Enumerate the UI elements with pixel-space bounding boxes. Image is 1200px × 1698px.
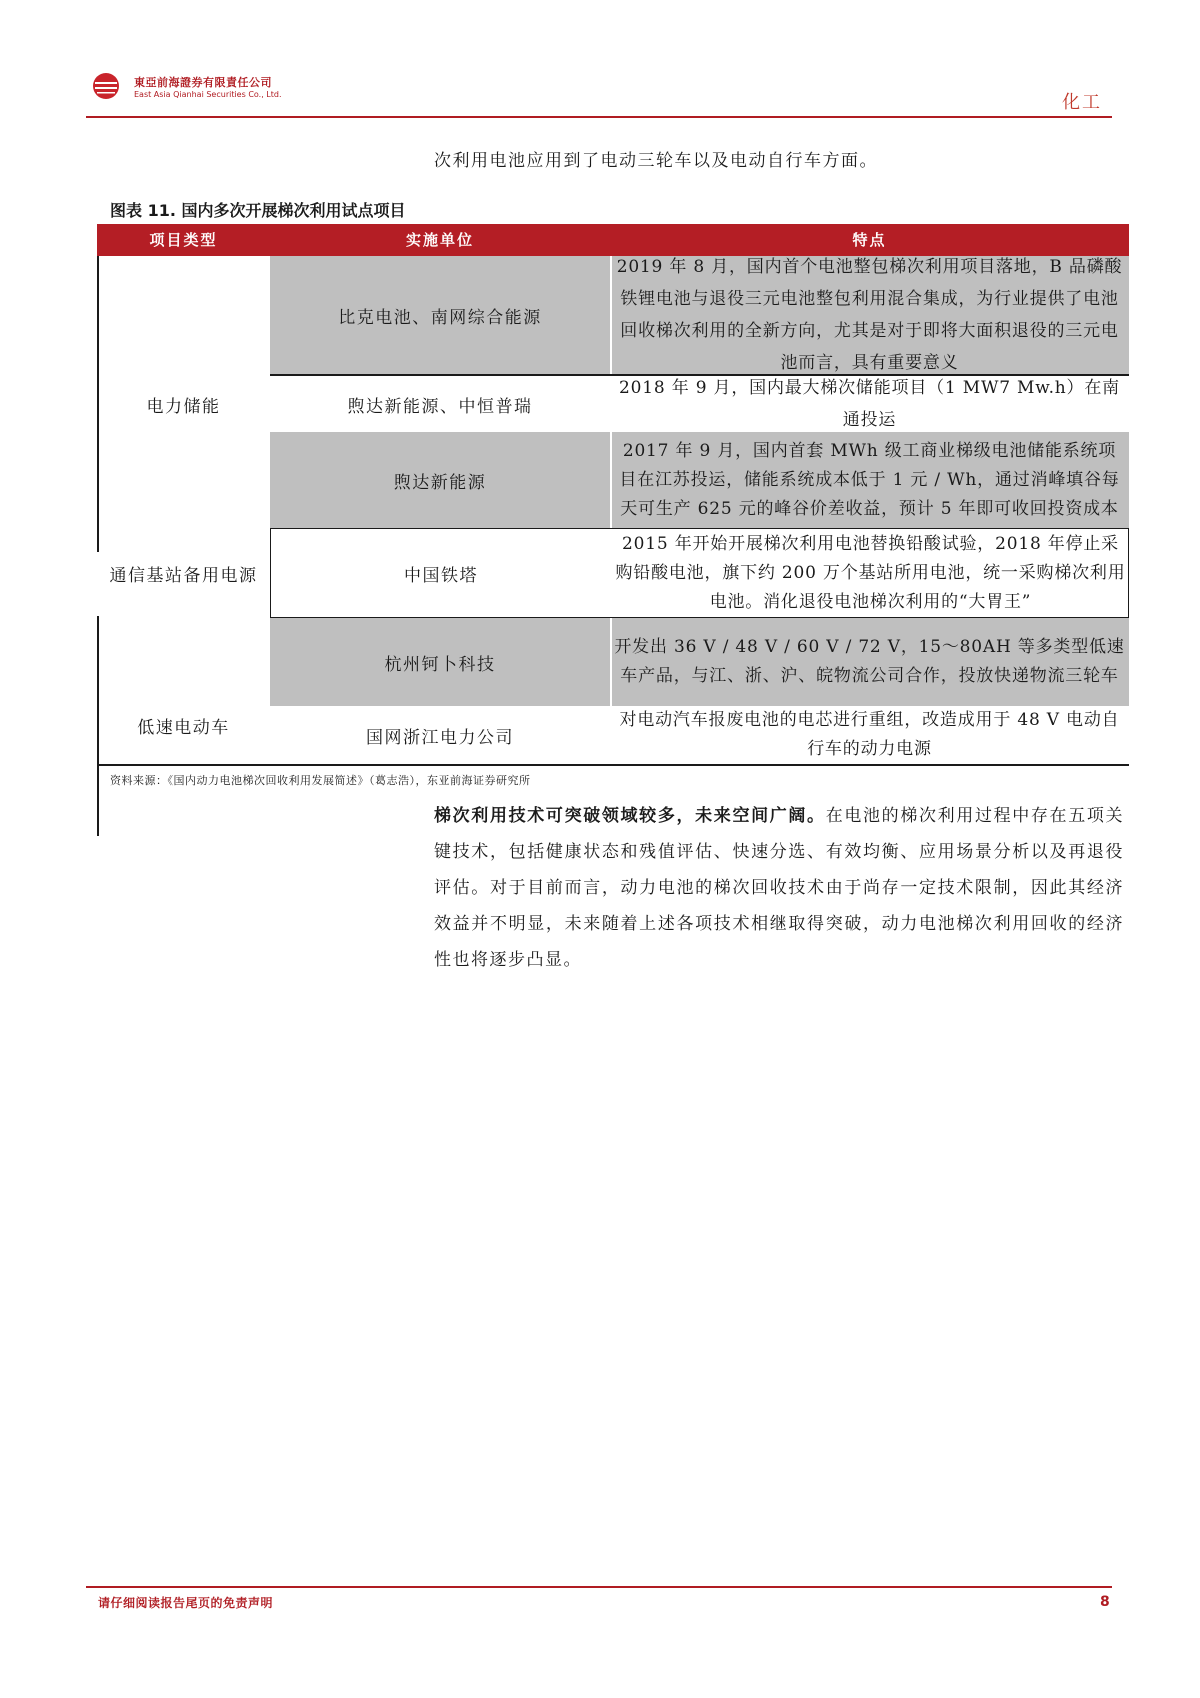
company-logo-icon	[92, 72, 120, 100]
unit-cell: 中国铁塔	[404, 565, 478, 586]
type-cell-low-speed-ev: 低速电动车	[137, 717, 230, 738]
table-row	[270, 432, 1129, 528]
disclaimer-note: 请仔细阅读报告尾页的免责声明	[98, 1596, 274, 1610]
feature-cell: 2018 年 9 月，国内最大梯次储能项目（1 MW7 Mw.h）在南通投运	[619, 378, 1120, 430]
page-number: 8	[1100, 1594, 1110, 1610]
header-type: 项目类型	[149, 231, 218, 249]
table-row	[270, 376, 1129, 432]
type-cell-power-storage: 电力储能	[146, 396, 221, 417]
intro-text: 次利用电池应用到了电动三轮车以及电动自行车方面。	[434, 151, 878, 171]
table-row	[270, 618, 1129, 706]
feature-cell: 2019 年 8 月，国内首个电池整包梯次利用项目落地，B 品磷酸铁锂电池与退役三元电池整包利用混合集成，为行业提供了电池回收梯次利用的全新方向，尤其是对于即将大面积退役的三元电池而言，具有重要意义	[616, 257, 1123, 373]
unit-cell: 煦达新能源、中恒普瑞	[347, 396, 533, 417]
section-tag: 化工	[1062, 92, 1102, 113]
feature-cell: 开发出 36 V / 48 V / 60 V / 72 V，15～80AH 等多类型低速车产品，与江、浙、沪、皖物流公司合作，投放快递物流三轮车	[614, 637, 1125, 686]
table-title: 图表 11. 国内多次开展梯次利用试点项目	[110, 201, 406, 220]
page-header	[86, 66, 1112, 116]
header-feature: 特点	[852, 231, 887, 249]
header-unit: 实施单位	[405, 231, 474, 249]
feature-cell: 2017 年 9 月，国内首套 MWh 级工商业梯级电池储能系统项目在江苏投运，储能系统成本低于 1 元 / Wh，通过消峰填谷每天可生产 625 元的峰谷价差收益，预计 5 年即可收回投资成本	[619, 440, 1120, 519]
unit-cell: 煦达新能源	[393, 472, 487, 493]
unit-cell: 比克电池、南网综合能源	[338, 307, 542, 328]
unit-cell: 杭州钶卜科技	[384, 654, 496, 675]
paragraph-body: 在电池的梯次利用过程中存在五项关键技术，包括健康状态和残值评估、快速分选、有效均衡、应用场景分析以及再退役评估。对于目前而言，动力电池的梯次回收技术由于尚存一定技术限制，因此其经济效益并不明显，未来随着上述各项技术相继取得突破，动力电池梯次利用回收的经济性也将逐步凸显。	[434, 806, 1125, 970]
body-paragraph	[434, 798, 1124, 978]
header-divider	[86, 116, 1112, 118]
table-row	[270, 256, 1129, 374]
pilot-projects-table	[97, 224, 1129, 836]
company-name-cn: 東亞前海證券有限責任公司	[134, 76, 272, 89]
company-name-en: East Asia Qianhai Securities Co., Ltd.	[134, 90, 282, 99]
type-cell-telecom: 通信基站备用电源	[109, 565, 258, 586]
feature-cell: 对电动汽车报废电池的电芯进行重组，改造成用于 48 V 电动自行车的动力电源	[619, 710, 1120, 759]
paragraph-lead: 梯次利用技术可突破领域较多，未来空间广阔。	[434, 806, 826, 826]
footer-divider	[86, 1586, 1112, 1588]
unit-cell: 国网浙江电力公司	[366, 727, 514, 748]
table-row	[270, 528, 1129, 618]
feature-cell: 2015 年开始开展梯次利用电池替换铅酸试验，2018 年停止采购铅酸电池，旗下约 200 万个基站所用电池，统一采购梯次利用电池。消化退役电池梯次利用的“大胃王”	[615, 533, 1126, 612]
table-bottom-border	[97, 764, 1129, 766]
table-source: 资料来源：《国内动力电池梯次回收利用发展简述》（葛志浩），东亚前海证券研究所	[110, 774, 531, 787]
table-row	[270, 706, 1129, 764]
